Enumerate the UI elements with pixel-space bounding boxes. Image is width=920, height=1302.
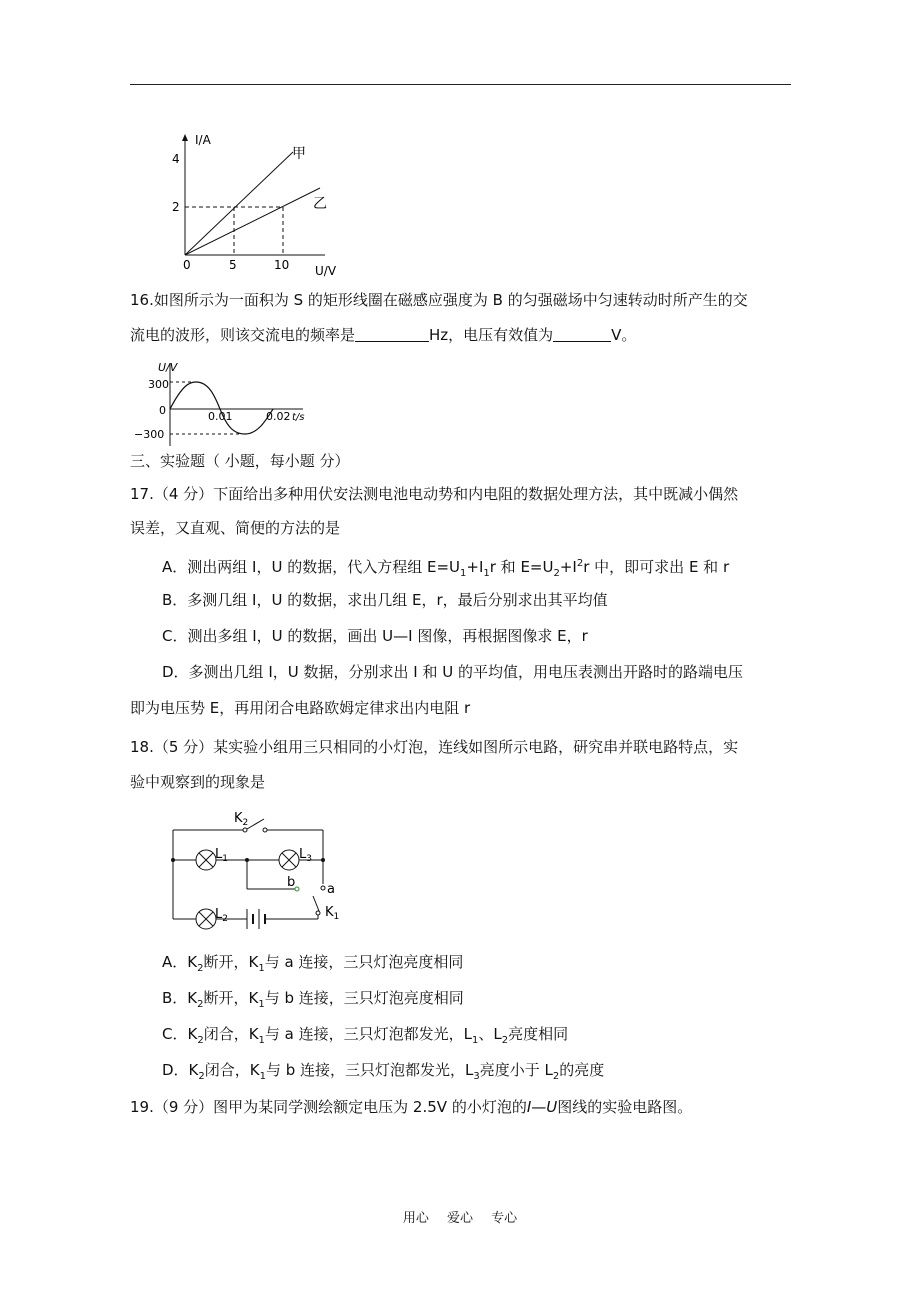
wave-tick-x-001: 0.01 xyxy=(208,410,233,423)
q19-text: 19.（9 分）图甲为某同学测绘额定电压为 2.5V 的小灯泡的I—U图线的实验电路图。 xyxy=(130,1098,693,1116)
q17-option-d-line-1: D．多测出几组 I，U 数据，分别求出 I 和 U 的平均值，用电压表测出开路时的路端电压 xyxy=(162,663,743,681)
q18-option-a: A．$K_2$断开，$K_1$与 a 连接，三只灯泡亮度相同 xyxy=(162,953,464,974)
circuit-label-l3: $L_3$ xyxy=(299,847,312,864)
q18-stem-line-2: 验中观察到的现象是 xyxy=(130,773,266,791)
circuit-label-k2: $K_2$ xyxy=(234,811,249,828)
wave-axis-y: U/V xyxy=(158,361,178,374)
wave-tick-x-002: 0.02 xyxy=(266,410,291,423)
iu-label-jia: 甲 xyxy=(292,146,306,162)
iu-label-yi: 乙 xyxy=(313,196,327,212)
wave-tick-0: 0 xyxy=(159,404,166,417)
circuit-label-b: b xyxy=(287,875,296,890)
iu-graph-figure xyxy=(165,130,350,280)
q17-option-b: B．多测几组 I，U 的数据，求出几组 E，r，最后分别求出其平均值 xyxy=(162,591,608,609)
q18-option-c: C．$K_2$闭合，$K_1$与 a 连接，三只灯泡都发光，$L_1$、$L_2$亮度相同 xyxy=(162,1025,569,1046)
q16-voltage-blank[interactable] xyxy=(553,326,611,342)
q18-option-b: B．$K_2$断开，$K_1$与 b 连接，三只灯泡亮度相同 xyxy=(162,989,464,1010)
line-jia xyxy=(185,152,293,255)
iu-tick-x-10: 10 xyxy=(274,258,290,272)
q18-stem-line-1: 18.（5 分）某实验小组用三只相同的小灯泡，连线如图所示电路，研究串并联电路特点，实 xyxy=(130,738,739,756)
circuit-label-k1: $K_1$ xyxy=(325,905,340,922)
circuit-label-l2: $L_2$ xyxy=(215,907,228,924)
q16-text-2c: V。 xyxy=(611,326,637,344)
q16-text-line-2 xyxy=(130,325,800,345)
iu-tick-x-0: 0 xyxy=(183,258,191,272)
q17-option-d-line-2: 即为电压势 E，再用闭合电路欧姆定律求出内电阻 r xyxy=(130,699,471,717)
wave-axis-x: t/s xyxy=(292,412,305,423)
sine-wave xyxy=(170,382,273,434)
line-yi xyxy=(185,188,320,255)
iu-tick-y-4: 4 xyxy=(172,152,180,166)
wave-graph-figure xyxy=(128,358,313,448)
iu-axis-x: U/V xyxy=(315,264,337,278)
page-footer: 用心 爱心 专心 xyxy=(402,1211,518,1226)
wave-tick-neg300: −300 xyxy=(134,428,165,441)
iu-tick-y-2: 2 xyxy=(172,200,180,214)
iu-axis-y: I/A xyxy=(195,133,211,147)
q17-option-c: C．测出多组 I，U 的数据，画出 U—I 图像，再根据图像求 E，r xyxy=(162,627,588,645)
circuit-figure xyxy=(163,806,348,936)
section-3-heading: 三、实验题（ 小题，每小题 分） xyxy=(130,452,350,470)
iu-tick-x-5: 5 xyxy=(229,258,237,272)
circuit-label-l1: $L_1$ xyxy=(215,847,228,864)
q17-option-a: A．测出两组 I，U 的数据，代入方程组 $E=U_1+I_1r$ 和 $E=U_2+I^2r$ 中，即可求出 E 和 r xyxy=(162,558,730,579)
circuit-label-a: a xyxy=(327,882,335,897)
q16-text-2a: 流电的波形，则该交流电的频率是 xyxy=(130,326,356,344)
q16-text-2b: Hz，电压有效值为 xyxy=(429,326,554,344)
q17-stem-line-2: 误差，又直观、简便的方法的是 xyxy=(130,519,341,537)
header-rule xyxy=(130,84,791,85)
q18-option-d: D．$K_2$闭合，$K_1$与 b 连接，三只灯泡都发光，$L_3$亮度小于 $L_2$的亮度 xyxy=(162,1061,605,1082)
wave-tick-300: 300 xyxy=(148,378,169,391)
q17-stem-line-1: 17.（4 分）下面给出多种用伏安法测电池电动势和内电阻的数据处理方法，其中既减小偶然 xyxy=(130,485,739,503)
q16-text-line-1: 16.如图所示为一面积为 S 的矩形线圈在磁感应强度为 B 的匀强磁场中匀速转动时所产生的交 xyxy=(130,291,748,309)
q16-frequency-blank[interactable] xyxy=(355,326,429,342)
